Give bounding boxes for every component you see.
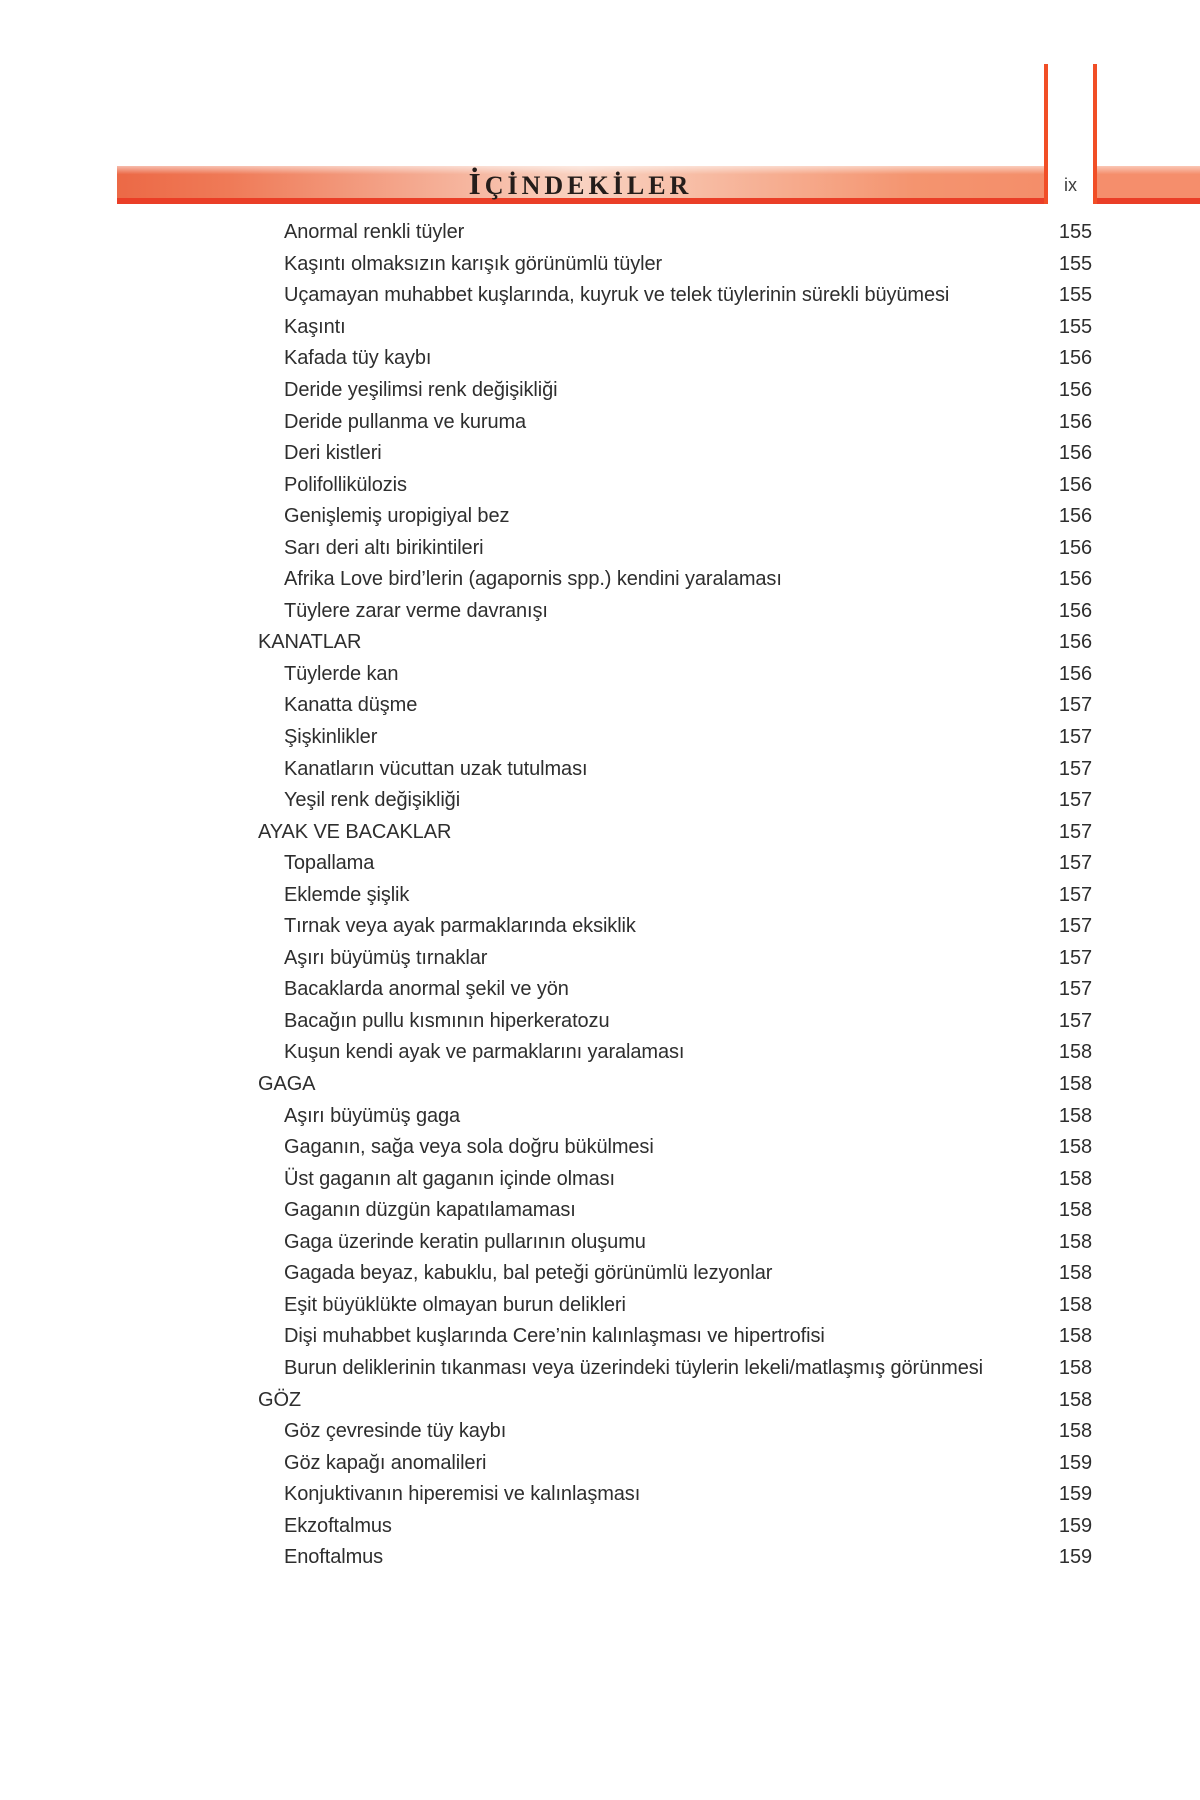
toc-entry xyxy=(258,501,1092,533)
toc-entry-page: 159 xyxy=(1058,1483,1092,1506)
toc-entry-page: 155 xyxy=(1058,221,1092,244)
toc-entry xyxy=(258,659,1092,691)
toc-entry xyxy=(258,1447,1092,1479)
toc-entry-label: Topallama xyxy=(284,852,375,875)
toc-entry xyxy=(258,469,1092,501)
toc-entry-label: Bacaklarda anormal şekil ve yön xyxy=(284,978,569,1001)
toc-entry xyxy=(258,375,1092,407)
page-header-band xyxy=(117,166,1044,204)
toc-entry-page: 155 xyxy=(1058,284,1092,307)
toc-entry xyxy=(258,249,1092,281)
toc-entry xyxy=(258,1416,1092,1448)
toc-entry xyxy=(258,1100,1092,1132)
toc-entry xyxy=(258,753,1092,785)
toc-entry-label: Konjuktivanın hiperemisi ve kalınlaşması xyxy=(284,1483,641,1506)
toc-list xyxy=(258,217,1092,1574)
toc-entry-page: 155 xyxy=(1058,315,1092,338)
toc-entry xyxy=(258,564,1092,596)
toc-entry xyxy=(258,1227,1092,1259)
toc-entry-label: Deride pullanma ve kuruma xyxy=(284,410,527,433)
toc-entry xyxy=(258,627,1092,659)
toc-entry-page: 156 xyxy=(1058,631,1092,654)
toc-entry xyxy=(258,1353,1092,1385)
toc-entry-page: 158 xyxy=(1058,1325,1092,1348)
toc-entry-label: Deri kistleri xyxy=(284,442,382,465)
toc-entry-page: 157 xyxy=(1058,694,1092,717)
toc-entry-label: Genişlemiş uropigiyal bez xyxy=(284,505,510,528)
toc-entry-page: 156 xyxy=(1058,347,1092,370)
toc-entry-page: 156 xyxy=(1058,410,1092,433)
toc-entry xyxy=(258,1163,1092,1195)
toc-entry-label: Kuşun kendi ayak ve parmaklarını yaralaması xyxy=(284,1041,685,1064)
toc-entry xyxy=(258,816,1092,848)
toc-entry xyxy=(258,596,1092,628)
toc-entry-page: 158 xyxy=(1058,1041,1092,1064)
toc-entry-page: 156 xyxy=(1058,473,1092,496)
toc-entry xyxy=(258,1321,1092,1353)
toc-entry-page: 157 xyxy=(1058,852,1092,875)
toc-entry-label: Eklemde şişlik xyxy=(284,883,410,906)
toc-entry-page: 156 xyxy=(1058,505,1092,528)
toc-entry-page: 159 xyxy=(1058,1514,1092,1537)
toc-entry-page: 155 xyxy=(1058,252,1092,275)
toc-entry-page: 159 xyxy=(1058,1451,1092,1474)
header-rule-right xyxy=(1093,64,1097,204)
toc-entry-label: Gaga üzerinde keratin pullarının oluşumu xyxy=(284,1230,646,1253)
toc-entry-page: 157 xyxy=(1058,789,1092,812)
toc-entry-label: Göz kapağı anomalileri xyxy=(284,1451,487,1474)
toc-entry-label: Kanatların vücuttan uzak tutulması xyxy=(284,757,588,780)
toc-entry-page: 158 xyxy=(1058,1104,1092,1127)
toc-entry-page: 157 xyxy=(1058,883,1092,906)
toc-entry-page: 158 xyxy=(1058,1420,1092,1443)
toc-entry-label: Gagada beyaz, kabuklu, bal peteği görünümlü lezyonlar xyxy=(284,1262,773,1285)
toc-entry-page: 158 xyxy=(1058,1388,1092,1411)
toc-entry-page: 156 xyxy=(1058,662,1092,685)
toc-entry-page: 157 xyxy=(1058,915,1092,938)
toc-entry-label: Ekzoftalmus xyxy=(284,1514,392,1537)
toc-entry-label: Polifollikülozis xyxy=(284,473,407,496)
toc-entry-page: 156 xyxy=(1058,536,1092,559)
toc-entry-label: AYAK VE BACAKLAR xyxy=(258,820,452,843)
toc-entry-label: Uçamayan muhabbet kuşlarında, kuyruk ve telek tüylerinin sürekli büyümesi xyxy=(284,284,950,307)
toc-entry-label: Kaşıntı xyxy=(284,315,346,338)
toc-entry xyxy=(258,848,1092,880)
toc-entry-page: 158 xyxy=(1058,1199,1092,1222)
toc-entry-label: Sarı deri altı birikintileri xyxy=(284,536,484,559)
toc-entry-page: 158 xyxy=(1058,1167,1092,1190)
toc-entry-label: Kafada tüy kaybı xyxy=(284,347,432,370)
toc-entry-label: KANATLAR xyxy=(258,631,362,654)
toc-entry-label: Aşırı büyümüş tırnaklar xyxy=(284,946,488,969)
toc-entry xyxy=(258,217,1092,249)
toc-entry-page: 157 xyxy=(1058,757,1092,780)
toc-entry-label: Gaganın düzgün kapatılamaması xyxy=(284,1199,576,1222)
toc-entry xyxy=(258,1510,1092,1542)
toc-entry xyxy=(258,1195,1092,1227)
toc-entry-label: Dişi muhabbet kuşlarında Cere’nin kalınlaşması ve hipertrofisi xyxy=(284,1325,825,1348)
toc-entry xyxy=(258,438,1092,470)
toc-entry xyxy=(258,1258,1092,1290)
toc-entry xyxy=(258,1069,1092,1101)
toc-entry-page: 157 xyxy=(1058,978,1092,1001)
toc-entry-page: 157 xyxy=(1058,1009,1092,1032)
toc-entry xyxy=(258,1132,1092,1164)
toc-entry-label: Üst gaganın alt gaganın içinde olması xyxy=(284,1167,615,1190)
toc-entry xyxy=(258,1006,1092,1038)
toc-entry xyxy=(258,1037,1092,1069)
toc-entry-page: 158 xyxy=(1058,1356,1092,1379)
toc-entry-label: Kaşıntı olmaksızın karışık görünümlü tüyler xyxy=(284,252,663,275)
toc-entry xyxy=(258,1542,1092,1574)
toc-entry-label: Şişkinlikler xyxy=(284,726,378,749)
toc-entry-page: 157 xyxy=(1058,946,1092,969)
toc-entry xyxy=(258,1290,1092,1322)
toc-entry-label: Afrika Love bird’lerin (agapornis spp.) kendini yaralaması xyxy=(284,568,782,591)
toc-entry-label: Enoftalmus xyxy=(284,1546,384,1569)
toc-entry-label: Aşırı büyümüş gaga xyxy=(284,1104,461,1127)
toc-entry-label: Eşit büyüklükte olmayan burun delikleri xyxy=(284,1293,626,1316)
toc-entry-page: 157 xyxy=(1058,820,1092,843)
contents-title: İÇİNDEKİLER xyxy=(468,165,693,201)
toc-entry-label: Yeşil renk değişikliği xyxy=(284,789,461,812)
header-band-right xyxy=(1097,166,1200,204)
toc-entry xyxy=(258,343,1092,375)
toc-entry-label: Göz çevresinde tüy kaybı xyxy=(284,1420,507,1443)
toc-entry xyxy=(258,879,1092,911)
toc-entry xyxy=(258,1479,1092,1511)
toc-entry-label: Kanatta düşme xyxy=(284,694,418,717)
toc-entry-label: Tüylere zarar verme davranışı xyxy=(284,599,548,622)
toc-entry-label: Gaganın, sağa veya sola doğru bükülmesi xyxy=(284,1136,654,1159)
toc-entry-page: 159 xyxy=(1058,1546,1092,1569)
toc-entry-page: 158 xyxy=(1058,1262,1092,1285)
toc-entry-label: Burun deliklerinin tıkanması veya üzerindeki tüylerin lekeli/matlaşmış görünmesi xyxy=(284,1356,983,1379)
toc-entry-label: Tüylerde kan xyxy=(284,662,399,685)
toc-entry-label: Tırnak veya ayak parmaklarında eksiklik xyxy=(284,915,636,938)
toc-entry-page: 156 xyxy=(1058,379,1092,401)
toc-entry xyxy=(258,722,1092,754)
toc-entry-page: 157 xyxy=(1058,726,1092,749)
toc-entry xyxy=(258,532,1092,564)
toc-entry xyxy=(258,911,1092,943)
toc-entry-label: GAGA xyxy=(258,1073,316,1096)
toc-entry xyxy=(258,406,1092,438)
toc-entry-page: 158 xyxy=(1058,1293,1092,1316)
toc-entry xyxy=(258,312,1092,344)
toc-entry-page: 158 xyxy=(1058,1230,1092,1253)
toc-entry-page: 156 xyxy=(1058,568,1092,591)
toc-entry-page: 158 xyxy=(1058,1136,1092,1159)
toc-entry xyxy=(258,280,1092,312)
toc-entry xyxy=(258,785,1092,817)
toc-entry xyxy=(258,690,1092,722)
toc-entry-page: 156 xyxy=(1058,442,1092,465)
toc-entry-label: Bacağın pullu kısmının hiperkeratozu xyxy=(284,1009,610,1032)
toc-entry xyxy=(258,1384,1092,1416)
toc-entry xyxy=(258,943,1092,975)
toc-entry-page: 158 xyxy=(1058,1073,1092,1096)
toc-entry-page: 156 xyxy=(1058,599,1092,622)
toc-entry xyxy=(258,974,1092,1006)
toc-entry-label: Anormal renkli tüyler xyxy=(284,221,465,244)
toc-entry-label: Deride yeşilimsi renk değişikliği xyxy=(284,379,558,401)
folio-page-number: ix xyxy=(1048,166,1093,204)
toc-entry-label: GÖZ xyxy=(258,1388,302,1411)
